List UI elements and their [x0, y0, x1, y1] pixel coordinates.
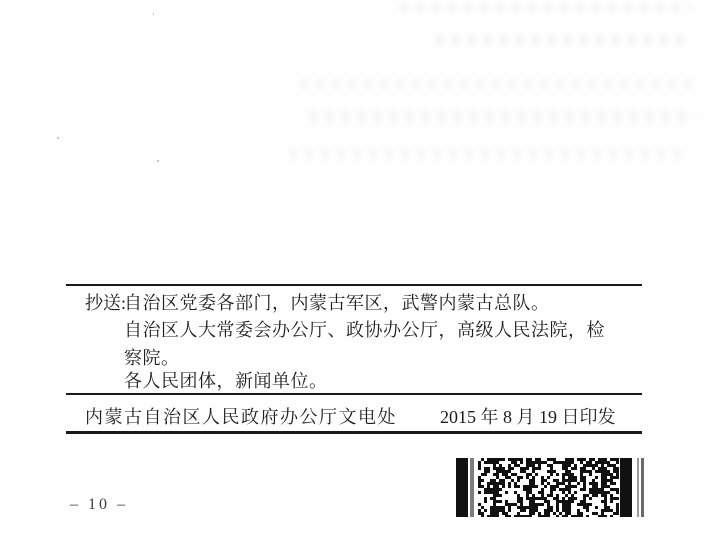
separator-line-middle	[66, 393, 642, 395]
document-barcode-image	[456, 458, 645, 517]
bleedthrough-ghost-text	[290, 150, 690, 159]
print-date-label: 2015 年 8 月 19 日印发	[440, 407, 616, 427]
bleedthrough-ghost-text	[310, 110, 695, 123]
separator-line-top	[66, 284, 642, 286]
copy-note-label: 抄送:	[85, 293, 127, 313]
copy-note-line: 各人民团体，新闻单位。	[124, 371, 328, 391]
bleedthrough-ghost-text	[435, 34, 690, 46]
scan-speck	[157, 160, 159, 162]
copy-note-line: 自治区人大常委会办公厅、政协办公厅，高级人民法院，检	[124, 320, 605, 340]
bleedthrough-ghost-text	[300, 80, 695, 89]
bleedthrough-ghost-text	[400, 3, 690, 12]
scan-speck	[57, 137, 59, 139]
copy-note-line: 察院。	[124, 348, 180, 368]
copy-note-line: 自治区党委各部门，内蒙古军区，武警内蒙古总队。	[124, 293, 550, 313]
scan-speck	[153, 13, 154, 15]
issuing-office-label: 内蒙古自治区人民政府办公厅文电处	[85, 407, 397, 427]
separator-line-bottom	[66, 431, 642, 434]
page-number: – 10 –	[70, 496, 128, 513]
